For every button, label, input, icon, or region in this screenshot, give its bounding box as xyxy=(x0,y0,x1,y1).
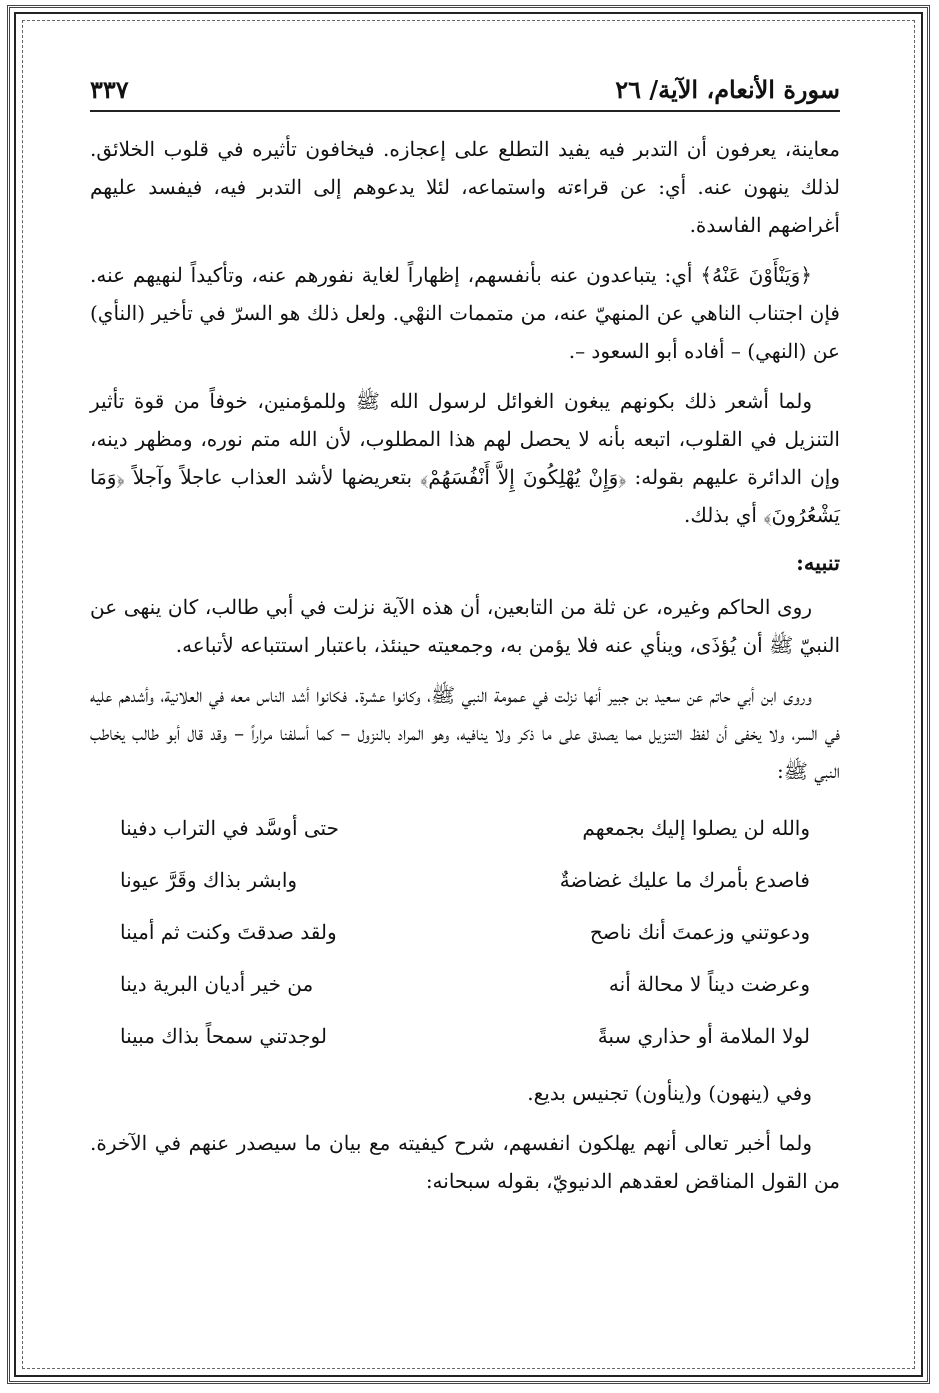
notice-title: تنبيه: xyxy=(796,550,840,575)
verse-second-hemistich: من خير أديان البرية دينا xyxy=(120,972,314,996)
poem-verse xyxy=(120,1010,810,1062)
verse-first-hemistich: فاصدع بأمرك ما عليك غضاضةٌ xyxy=(559,868,810,892)
document-page xyxy=(90,70,840,1330)
closing-paragraph-1: وفي (ينهون) و(ينأون) تجنيس بديع. xyxy=(527,1081,812,1105)
notice-paragraph-2: وروى ابن أبي حاتم عن سعيد بن جبير أنها نزلت في عمومة النبي ﷺ، وكانوا عشرة. فكانوا أشد الناس معه في العلانية، وأشدهم عليه في السر، ولا يخفى أن لفظ التنزيل مما يصدق على ما ذكر ولا ينافيه، وهو المراد بالنزول – كما أسلفنا مراراً – وقد قال أبو طالب يخاطب النبي ﷺ: xyxy=(90,683,840,783)
closing-paragraph-2: ولما أخبر تعالى أنهم يهلكون انفسهم، شرح كيفيته مع بيان ما سيصدر عنهم في الآخرة. من القول المناقض لعقدهم الدنيويّ، بقوله سبحانه: xyxy=(90,1131,840,1193)
verse-second-hemistich: حتى أوسَّد في التراب دفينا xyxy=(120,816,339,840)
paragraph-2: ﴿وَيَنْأَوْنَ عَنْهُ﴾ أي: يتباعدون عنه بأنفسهم، إظهاراً لغاية نفورهم عنه، وتأكيداً لنهيهم عنه. فإن اجتناب الناهي عن المنهيّ عنه، من متممات النهْي. ولعل ذلك هو السرّ في تأخير (النأي) عن (النهي) – أفاده أبو السعود –. xyxy=(90,263,840,363)
notice-paragraph-1: روى الحاكم وغيره، عن ثلة من التابعين، أن هذه الآية نزلت في أبي طالب، كان ينهى عن النبيّ ﷺ أن يُؤذَى، وينأي عنه فلا يؤمن به، وجمعيته حينئذ، باعتبار استتباعه لأتباعه. xyxy=(90,595,840,657)
poem-verse xyxy=(120,906,810,958)
verse-first-hemistich: وعرضت ديناً لا محالة أنه xyxy=(608,972,810,996)
verse-second-hemistich: لوجدتني سمحاً بذاك مبينا xyxy=(120,1024,327,1048)
verse-first-hemistich: لولا الملامة أو حذاري سبةً xyxy=(597,1024,810,1048)
poem-verse xyxy=(120,854,810,906)
verse-first-hemistich: ودعوتني وزعمتَ أنك ناصح xyxy=(589,920,810,944)
surah-heading: سورة الأنعام، الآية/ ٢٦ xyxy=(615,75,840,104)
page-number: ٣٣٧ xyxy=(90,75,129,104)
poem-verse xyxy=(120,958,810,1010)
verse-second-hemistich: ولقد صدقتَ وكنت ثم أمينا xyxy=(120,920,337,944)
poem-verse xyxy=(120,802,810,854)
paragraph-1: معاينة، يعرفون أن التدبر فيه يفيد التطلع على إعجازه. فيخافون تأثيره في قلوب الخلائق. لذلك ينهون عنه. أي: عن قراءته واستماعه، لئلا يدعوهم إلى التدبر فيه، فيفسد عليهم أغراضهم الفاسدة. xyxy=(90,137,840,237)
verse-first-hemistich: والله لن يصلوا إليك بجمعهم xyxy=(582,816,810,840)
paragraph-3: ولما أشعر ذلك بكونهم يبغون الغوائل لرسول الله ﷺ وللمؤمنين، خوفاً من قوة تأثير التنزيل في القلوب، اتبعه بأنه لا يحصل لهم هذا المطلوب، لأن الله متم نوره، ومظهر دينه، وإن الدائرة عليهم بقوله: ﴿وَإِنْ يُهْلِكُونَ إِلاَّ أَنْفُسَهُمْ﴾ بتعريضها لأشد العذاب عاجلاً وآجلاً ﴿وَمَا يَشْعُرُونَ﴾ أي بذلك. xyxy=(90,389,840,527)
page-header xyxy=(90,70,840,112)
verse-second-hemistich: وابشر بذاك وقَرَّ عيونا xyxy=(120,868,298,892)
poem xyxy=(120,802,810,1062)
